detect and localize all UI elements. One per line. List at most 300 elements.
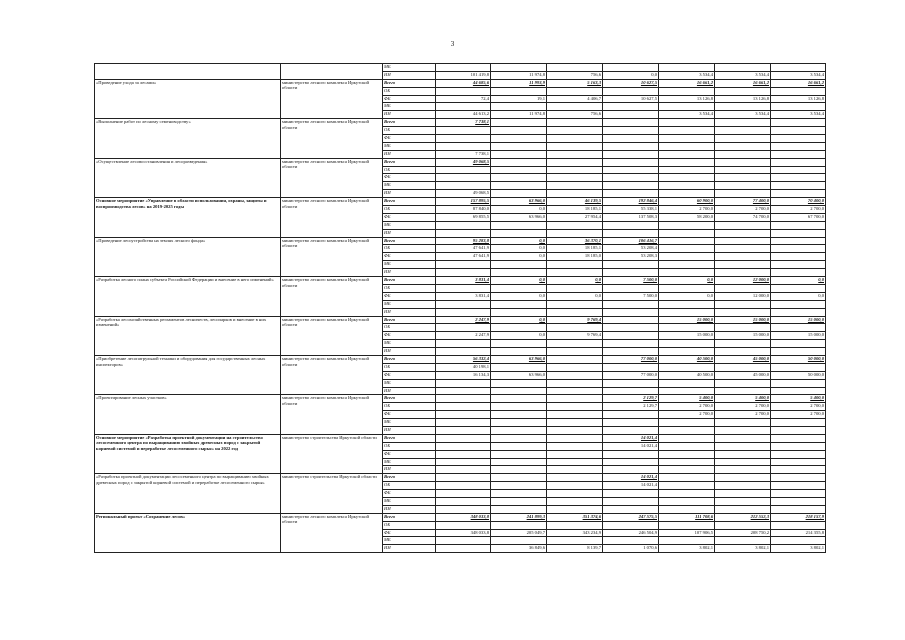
value-cell: [491, 537, 547, 545]
value-cell: 45 000,0: [715, 355, 771, 363]
value-cell: [547, 497, 603, 505]
responsible-cell: министерство лесного комплекса Иркутской области: [281, 198, 383, 237]
value-cell: [603, 308, 659, 316]
value-cell: [491, 505, 547, 513]
value-cell: [603, 490, 659, 498]
funding-source-cell: ФБ: [383, 529, 436, 537]
event-name-cell: «Выполнение работ по лесному семеноводству»: [95, 119, 281, 158]
value-cell: [547, 434, 603, 442]
value-cell: [715, 174, 771, 182]
table-row-total: [95, 316, 826, 324]
value-cell: 0,0: [491, 253, 547, 261]
value-cell: [491, 284, 547, 292]
responsible-cell: министерство строительства Иркутской области: [281, 434, 383, 473]
value-cell: 49 068,5: [436, 158, 491, 166]
funding-source-cell: Всего: [383, 277, 436, 285]
value-cell: [771, 521, 826, 529]
value-cell: 14 021,4: [603, 482, 659, 490]
value-cell: 0,0: [491, 206, 547, 214]
responsible-cell: министерство лесного комплекса Иркутской области: [281, 513, 383, 552]
value-cell: [603, 150, 659, 158]
value-cell: [659, 490, 715, 498]
value-cell: [659, 269, 715, 277]
value-cell: [491, 142, 547, 150]
value-cell: 45 000,0: [715, 371, 771, 379]
value-cell: [436, 442, 491, 450]
value-cell: [603, 182, 659, 190]
value-cell: 0,0: [491, 237, 547, 245]
value-cell: 0,0: [771, 292, 826, 300]
funding-source-cell: МБ: [383, 261, 436, 269]
value-cell: 16 661,2: [715, 79, 771, 87]
value-cell: [603, 419, 659, 427]
event-name-cell: «Разработка проектной документации лесосеменного центра по выращиванию хвойных древесных пород с закрытой корневой системой и переработке лесосеменного сырья»: [95, 474, 281, 513]
value-cell: 44 613,2: [436, 111, 491, 119]
funding-source-cell: ИИ: [383, 348, 436, 356]
value-cell: [436, 261, 491, 269]
funding-source-cell: ОБ: [383, 363, 436, 371]
value-cell: 18 185,1: [547, 245, 603, 253]
funding-source-cell: ОБ: [383, 245, 436, 253]
value-cell: [547, 221, 603, 229]
value-cell: [659, 308, 715, 316]
value-cell: 46 139,5: [547, 198, 603, 206]
value-cell: [547, 387, 603, 395]
value-cell: [491, 403, 547, 411]
value-cell: [771, 340, 826, 348]
value-cell: [491, 190, 547, 198]
value-cell: [547, 284, 603, 292]
value-cell: [771, 261, 826, 269]
value-cell: 137 508,3: [603, 213, 659, 221]
value-cell: [771, 150, 826, 158]
funding-source-cell: ФБ: [383, 450, 436, 458]
value-cell: 55 338,1: [603, 206, 659, 214]
value-cell: [659, 64, 715, 72]
event-name-cell: «Разработка лесного плана субъекта Российской Федерации и внесение в него изменений»: [95, 277, 281, 316]
responsible-cell: министерство лесного комплекса Иркутской области: [281, 355, 383, 394]
value-cell: [715, 269, 771, 277]
value-cell: [547, 490, 603, 498]
value-cell: 50 000,0: [771, 371, 826, 379]
value-cell: [659, 284, 715, 292]
value-cell: 5 400,0: [715, 395, 771, 403]
value-cell: [603, 348, 659, 356]
value-cell: 53 208,4: [603, 245, 659, 253]
funding-source-cell: МБ: [383, 497, 436, 505]
value-cell: [659, 261, 715, 269]
value-cell: 2 700,0: [771, 411, 826, 419]
value-cell: [436, 497, 491, 505]
value-cell: [771, 363, 826, 371]
funding-source-cell: МБ: [383, 458, 436, 466]
value-cell: [771, 284, 826, 292]
value-cell: [491, 221, 547, 229]
value-cell: [547, 324, 603, 332]
value-cell: [659, 142, 715, 150]
value-cell: 19,1: [491, 95, 547, 103]
value-cell: [715, 253, 771, 261]
value-cell: 351 374,6: [547, 513, 603, 521]
value-cell: [771, 190, 826, 198]
funding-source-cell: ФБ: [383, 490, 436, 498]
value-cell: [771, 253, 826, 261]
value-cell: 5 400,0: [771, 395, 826, 403]
value-cell: [603, 458, 659, 466]
value-cell: [436, 229, 491, 237]
value-cell: [603, 324, 659, 332]
funding-source-cell: ИИ: [383, 308, 436, 316]
value-cell: [659, 182, 715, 190]
value-cell: [547, 87, 603, 95]
value-cell: [715, 482, 771, 490]
value-cell: [771, 142, 826, 150]
value-cell: [715, 64, 771, 72]
value-cell: 7 500,0: [603, 292, 659, 300]
value-cell: [436, 474, 491, 482]
value-cell: 2 700,0: [659, 206, 715, 214]
value-cell: [771, 135, 826, 143]
responsible-cell: министерство лесного комплекса Иркутской области: [281, 277, 383, 316]
value-cell: [715, 379, 771, 387]
value-cell: [715, 166, 771, 174]
value-cell: [436, 135, 491, 143]
value-cell: 0,0: [491, 245, 547, 253]
funding-source-cell: ОБ: [383, 482, 436, 490]
value-cell: [659, 119, 715, 127]
value-cell: [715, 505, 771, 513]
value-cell: [547, 458, 603, 466]
funding-source-cell: ФБ: [383, 411, 436, 419]
value-cell: 0,0: [603, 71, 659, 79]
value-cell: [659, 419, 715, 427]
value-cell: [547, 537, 603, 545]
budget-table: [94, 63, 826, 553]
value-cell: 1 070,6: [603, 545, 659, 553]
value-cell: [659, 340, 715, 348]
value-cell: [547, 426, 603, 434]
value-cell: [547, 505, 603, 513]
value-cell: 72,4: [436, 95, 491, 103]
value-cell: 11 974,8: [491, 111, 547, 119]
value-cell: [436, 505, 491, 513]
funding-source-cell: ИИ: [383, 269, 436, 277]
funding-source-cell: ИИ: [383, 426, 436, 434]
value-cell: 2 700,0: [771, 206, 826, 214]
value-cell: [603, 166, 659, 174]
value-cell: [771, 348, 826, 356]
value-cell: [547, 482, 603, 490]
value-cell: [603, 537, 659, 545]
value-cell: [603, 87, 659, 95]
value-cell: 53 208,3: [603, 253, 659, 261]
responsible-cell: министерство лесного комплекса Иркутской области: [281, 395, 383, 434]
value-cell: 2 129,7: [603, 395, 659, 403]
value-cell: 3 534,4: [771, 111, 826, 119]
value-cell: [491, 174, 547, 182]
value-cell: 15 000,0: [659, 316, 715, 324]
value-cell: [715, 221, 771, 229]
funding-source-cell: МБ: [383, 142, 436, 150]
value-cell: [436, 324, 491, 332]
value-cell: 241 899,3: [491, 513, 547, 521]
budget-table-body: [95, 64, 826, 553]
value-cell: 18 185,1: [547, 206, 603, 214]
funding-source-cell: ФБ: [383, 95, 436, 103]
table-row-total: [95, 79, 826, 87]
value-cell: [715, 490, 771, 498]
value-cell: 3 534,4: [659, 71, 715, 79]
value-cell: [436, 142, 491, 150]
value-cell: [771, 466, 826, 474]
value-cell: [771, 158, 826, 166]
value-cell: 11 974,8: [491, 71, 547, 79]
value-cell: [715, 245, 771, 253]
value-cell: [715, 466, 771, 474]
value-cell: 10 627,5: [603, 79, 659, 87]
value-cell: 67 700,0: [771, 213, 826, 221]
funding-source-cell: ОБ: [383, 403, 436, 411]
value-cell: [771, 103, 826, 111]
value-cell: 3 831,4: [436, 292, 491, 300]
value-cell: 47 641,9: [436, 245, 491, 253]
value-cell: [547, 300, 603, 308]
event-name-cell: «Проведение ухода за лесами»: [95, 79, 281, 118]
table-row-total: [95, 513, 826, 521]
value-cell: [547, 158, 603, 166]
value-cell: [603, 332, 659, 340]
value-cell: 27 954,4: [547, 213, 603, 221]
funding-source-cell: ОБ: [383, 87, 436, 95]
value-cell: [715, 150, 771, 158]
value-cell: [436, 340, 491, 348]
value-cell: 0,0: [491, 292, 547, 300]
value-cell: 3 534,4: [659, 111, 715, 119]
value-cell: 0,0: [659, 277, 715, 285]
value-cell: [603, 111, 659, 119]
value-cell: [771, 324, 826, 332]
value-cell: [715, 419, 771, 427]
value-cell: [436, 411, 491, 419]
value-cell: [491, 363, 547, 371]
value-cell: [491, 324, 547, 332]
event-name-cell: «Проектирование лесных участков»: [95, 395, 281, 434]
value-cell: 3 802,1: [715, 545, 771, 553]
value-cell: 14 021,4: [603, 442, 659, 450]
value-cell: 16 661,2: [659, 79, 715, 87]
value-cell: [603, 300, 659, 308]
value-cell: [603, 466, 659, 474]
value-cell: 13 126,8: [659, 95, 715, 103]
value-cell: 8 139,7: [547, 545, 603, 553]
value-cell: [771, 426, 826, 434]
value-cell: 212 552,3: [715, 513, 771, 521]
value-cell: [603, 387, 659, 395]
value-cell: [491, 261, 547, 269]
value-cell: 18 185,0: [547, 253, 603, 261]
value-cell: [436, 419, 491, 427]
value-cell: [603, 340, 659, 348]
value-cell: [603, 119, 659, 127]
value-cell: 247 575,5: [603, 513, 659, 521]
value-cell: [771, 308, 826, 316]
value-cell: [659, 166, 715, 174]
funding-source-cell: Всего: [383, 434, 436, 442]
value-cell: 192 846,4: [603, 198, 659, 206]
value-cell: 0,0: [547, 277, 603, 285]
value-cell: [491, 474, 547, 482]
value-cell: 0,0: [547, 292, 603, 300]
funding-source-cell: Всего: [383, 395, 436, 403]
value-cell: [659, 190, 715, 198]
value-cell: [771, 505, 826, 513]
value-cell: [771, 482, 826, 490]
value-cell: 13 126,8: [771, 95, 826, 103]
value-cell: [659, 466, 715, 474]
value-cell: 87 840,0: [436, 206, 491, 214]
value-cell: [491, 348, 547, 356]
value-cell: [547, 450, 603, 458]
value-cell: [603, 64, 659, 72]
value-cell: [491, 119, 547, 127]
value-cell: [547, 348, 603, 356]
value-cell: [547, 142, 603, 150]
value-cell: [491, 482, 547, 490]
value-cell: [715, 324, 771, 332]
value-cell: [771, 300, 826, 308]
value-cell: [771, 458, 826, 466]
value-cell: 3 831,4: [436, 277, 491, 285]
table-row-total: [95, 474, 826, 482]
value-cell: [771, 497, 826, 505]
value-cell: [603, 103, 659, 111]
value-cell: [436, 379, 491, 387]
value-cell: [547, 174, 603, 182]
value-cell: 2 129,7: [603, 403, 659, 411]
value-cell: [659, 363, 715, 371]
value-cell: [491, 340, 547, 348]
value-cell: 15 000,0: [771, 316, 826, 324]
event-name-cell: «Осуществление лесовосстановления и лесоразведения»: [95, 158, 281, 197]
value-cell: [715, 426, 771, 434]
value-cell: 15 000,0: [659, 332, 715, 340]
value-cell: [715, 142, 771, 150]
value-cell: 3 802,1: [659, 545, 715, 553]
value-cell: 0,0: [491, 277, 547, 285]
value-cell: 7 738,1: [436, 119, 491, 127]
funding-source-cell: ОБ: [383, 284, 436, 292]
value-cell: [436, 482, 491, 490]
value-cell: [715, 363, 771, 371]
value-cell: [771, 87, 826, 95]
value-cell: [659, 150, 715, 158]
value-cell: [491, 158, 547, 166]
value-cell: [603, 450, 659, 458]
funding-source-cell: Всего: [383, 316, 436, 324]
value-cell: [603, 190, 659, 198]
value-cell: 0,0: [491, 316, 547, 324]
funding-source-cell: Всего: [383, 158, 436, 166]
value-cell: 756,6: [547, 111, 603, 119]
value-cell: [659, 245, 715, 253]
value-cell: [547, 127, 603, 135]
value-cell: [659, 103, 715, 111]
value-cell: [547, 371, 603, 379]
funding-source-cell: ОБ: [383, 127, 436, 135]
value-cell: [603, 284, 659, 292]
value-cell: 14 021,4: [603, 434, 659, 442]
value-cell: [491, 103, 547, 111]
table-row-total: [95, 277, 826, 285]
value-cell: [659, 442, 715, 450]
value-cell: [436, 348, 491, 356]
value-cell: [659, 474, 715, 482]
value-cell: 2 247,9: [436, 316, 491, 324]
event-name-cell: «Разработка лесохозяйственных регламентов лесничеств, лесопарков и внесение в них изменений»: [95, 316, 281, 355]
value-cell: [771, 166, 826, 174]
value-cell: [491, 229, 547, 237]
value-cell: 107 906,5: [659, 529, 715, 537]
value-cell: [491, 521, 547, 529]
value-cell: [659, 482, 715, 490]
value-cell: [491, 166, 547, 174]
value-cell: 74 700,0: [715, 213, 771, 221]
funding-source-cell: ИИ: [383, 190, 436, 198]
value-cell: [491, 150, 547, 158]
value-cell: [436, 221, 491, 229]
value-cell: [715, 119, 771, 127]
funding-source-cell: Всего: [383, 474, 436, 482]
value-cell: [547, 103, 603, 111]
value-cell: [603, 316, 659, 324]
value-cell: [436, 308, 491, 316]
responsible-cell: министерство лесного комплекса Иркутской области: [281, 237, 383, 276]
value-cell: [491, 434, 547, 442]
value-cell: [771, 182, 826, 190]
value-cell: 348 033,8: [436, 529, 491, 537]
value-cell: [436, 269, 491, 277]
value-cell: 70 400,0: [771, 198, 826, 206]
responsible-cell: министерство строительства Иркутской области: [281, 474, 383, 513]
value-cell: [659, 174, 715, 182]
value-cell: 205 049,7: [491, 529, 547, 537]
value-cell: 16 134,3: [436, 371, 491, 379]
value-cell: [715, 308, 771, 316]
value-cell: [715, 300, 771, 308]
value-cell: 36 849,6: [491, 545, 547, 553]
value-cell: [436, 450, 491, 458]
value-cell: 9 769,4: [547, 316, 603, 324]
funding-source-cell: Всего: [383, 79, 436, 87]
value-cell: 3 534,4: [715, 71, 771, 79]
funding-source-cell: ИИ: [383, 387, 436, 395]
value-cell: [436, 387, 491, 395]
value-cell: [659, 521, 715, 529]
value-cell: [491, 419, 547, 427]
value-cell: 7 738,1: [436, 150, 491, 158]
value-cell: [436, 403, 491, 411]
value-cell: [547, 190, 603, 198]
value-cell: 208 750,2: [715, 529, 771, 537]
value-cell: [547, 64, 603, 72]
value-cell: 3 802,1: [771, 545, 826, 553]
value-cell: 101 419,8: [436, 71, 491, 79]
funding-source-cell: МБ: [383, 103, 436, 111]
event-name-cell: Основное мероприятие «Управление в области использования, охраны, защиты и воспроизводства лесов» на 2019-2025 годы: [95, 198, 281, 237]
funding-source-cell: ФБ: [383, 292, 436, 300]
value-cell: [603, 269, 659, 277]
value-cell: [436, 545, 491, 553]
